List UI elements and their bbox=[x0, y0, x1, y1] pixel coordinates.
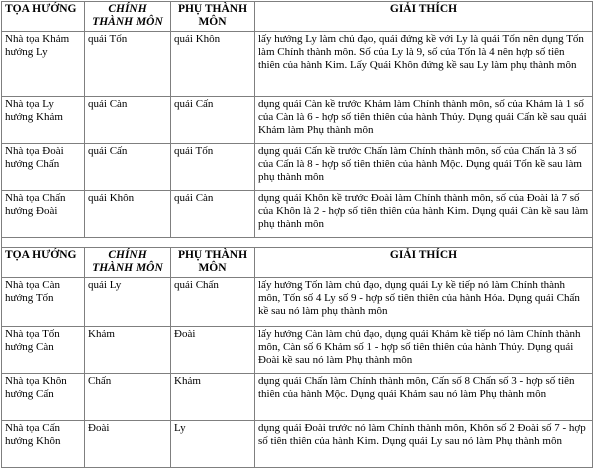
cell-toa-huong: Nhà tọa Khảm hướng Ly bbox=[2, 32, 85, 97]
cell-giai-thich: dụng quái Chấn làm Chính thành môn, Cấn số 8 Chấn số 3 - hợp số tiên thiên của hành Mộc. Dụng quái Khảm sau nó làm Phụ thành môn bbox=[255, 374, 593, 421]
cell-chinh-thanh-mon: quái Cấn bbox=[85, 144, 171, 191]
cell-chinh-thanh-mon: Khảm bbox=[85, 327, 171, 374]
document-page bbox=[1, 1, 592, 468]
cell-giai-thich: dụng quái Cấn kề trước Chấn làm Chính thành môn, số của Chấn là 3 số của Cấn là 8 - hợp số tiên thiên của hành Mộc. Dụng quái Tốn kề sau làm phụ thành môn bbox=[255, 144, 593, 191]
cell-phu-thanh-mon: quái Khôn bbox=[171, 32, 255, 97]
cell-toa-huong: Nhà tọa Ly hướng Khảm bbox=[2, 97, 85, 144]
cell-giai-thich: lấy hướng Tốn làm chủ đạo, dụng quái Ly kề tiếp nó làm Chính thành môn, Tốn số 4 Ly số 9 - hợp số tiên thiên của hành Hỏa. Dụng quái Chấn kề sau nó làm phụ thành môn bbox=[255, 278, 593, 327]
cell-toa-huong: Nhà tọa Cấn hướng Khôn bbox=[2, 421, 85, 468]
cell-phu-thanh-mon: Khảm bbox=[171, 374, 255, 421]
cell-giai-thich: dụng quái Khôn kề trước Đoài làm Chính thành môn, số của Đoài là 7 số của Khôn là 2 - hợp số tiên thiên của hành Kim. Dụng quái Càn kề sau làm phụ thành môn bbox=[255, 191, 593, 238]
cell-toa-huong: Nhà tọa Đoài hướng Chấn bbox=[2, 144, 85, 191]
cell-phu-thanh-mon: quái Chấn bbox=[171, 278, 255, 327]
cell-phu-thanh-mon: quái Cấn bbox=[171, 97, 255, 144]
header-giai-thich: GIẢI THÍCH bbox=[255, 248, 593, 278]
table-row bbox=[2, 97, 593, 144]
table-row bbox=[2, 32, 593, 97]
cell-giai-thich: lấy hướng Càn làm chủ đạo, dụng quái Khảm kề tiếp nó làm Chính thành môn, Càn số 6 Khảm số 1 - hợp số tiên thiên của hành Thủy. Dụng quái Đoài kề sau nó làm Phụ thành môn bbox=[255, 327, 593, 374]
table-row bbox=[2, 374, 593, 421]
header-chinh-thanh-mon: CHÍNH THÀNH MÔN bbox=[85, 2, 171, 32]
cell-chinh-thanh-mon: quái Ly bbox=[85, 278, 171, 327]
header-phu-thanh-mon: PHỤ THÀNH MÔN bbox=[171, 248, 255, 278]
header-toa-huong: TỌA HƯỚNG bbox=[2, 2, 85, 32]
phong-thuy-table bbox=[1, 1, 593, 468]
cell-toa-huong: Nhà tọa Khôn hướng Cấn bbox=[2, 374, 85, 421]
table-separator bbox=[2, 238, 593, 248]
cell-giai-thich: dụng quái Càn kề trước Khảm làm Chính thành môn, số của Khảm là 1 số của Càn là 6 - hợp số tiên thiên của hành Thủy. Dụng quái Cấn kề sau quái Khảm làm Phụ thành môn bbox=[255, 97, 593, 144]
header-toa-huong: TỌA HƯỚNG bbox=[2, 248, 85, 278]
cell-chinh-thanh-mon: Chấn bbox=[85, 374, 171, 421]
cell-giai-thich: dụng quái Đoài trước nó làm Chính thành môn, Khôn số 2 Đoài số 7 - hợp số tiên thiên của hành Kim. Dụng quái Ly sau nó làm Phụ thành môn bbox=[255, 421, 593, 468]
table-row bbox=[2, 191, 593, 238]
cell-toa-huong: Nhà tọa Càn hướng Tốn bbox=[2, 278, 85, 327]
table-header-row bbox=[2, 248, 593, 278]
cell-phu-thanh-mon: Ly bbox=[171, 421, 255, 468]
header-chinh-thanh-mon: CHÍNH THÀNH MÔN bbox=[85, 248, 171, 278]
header-giai-thich: GIẢI THÍCH bbox=[255, 2, 593, 32]
table-row bbox=[2, 327, 593, 374]
cell-phu-thanh-mon: quái Càn bbox=[171, 191, 255, 238]
cell-toa-huong: Nhà tọa Chấn hướng Đoài bbox=[2, 191, 85, 238]
cell-toa-huong: Nhà tọa Tốn hướng Càn bbox=[2, 327, 85, 374]
cell-chinh-thanh-mon: Đoài bbox=[85, 421, 171, 468]
cell-giai-thich: lấy hướng Ly làm chủ đạo, quái đứng kề với Ly là quái Tốn nên dụng Tốn làm Chính thành môn. Số của Ly là 9, số của Tốn là 4 nên hợp số tiên thiên của hành Kim. Lấy Quái Khôn đứng kề sau Ly làm phụ thành môn bbox=[255, 32, 593, 97]
cell-chinh-thanh-mon: quái Tốn bbox=[85, 32, 171, 97]
cell-phu-thanh-mon: quái Tốn bbox=[171, 144, 255, 191]
cell-phu-thanh-mon: Đoài bbox=[171, 327, 255, 374]
table-row bbox=[2, 421, 593, 468]
header-phu-thanh-mon: PHỤ THÀNH MÔN bbox=[171, 2, 255, 32]
table-row bbox=[2, 278, 593, 327]
table-row bbox=[2, 144, 593, 191]
cell-chinh-thanh-mon: quái Khôn bbox=[85, 191, 171, 238]
table-header-row bbox=[2, 2, 593, 32]
cell-chinh-thanh-mon: quái Càn bbox=[85, 97, 171, 144]
